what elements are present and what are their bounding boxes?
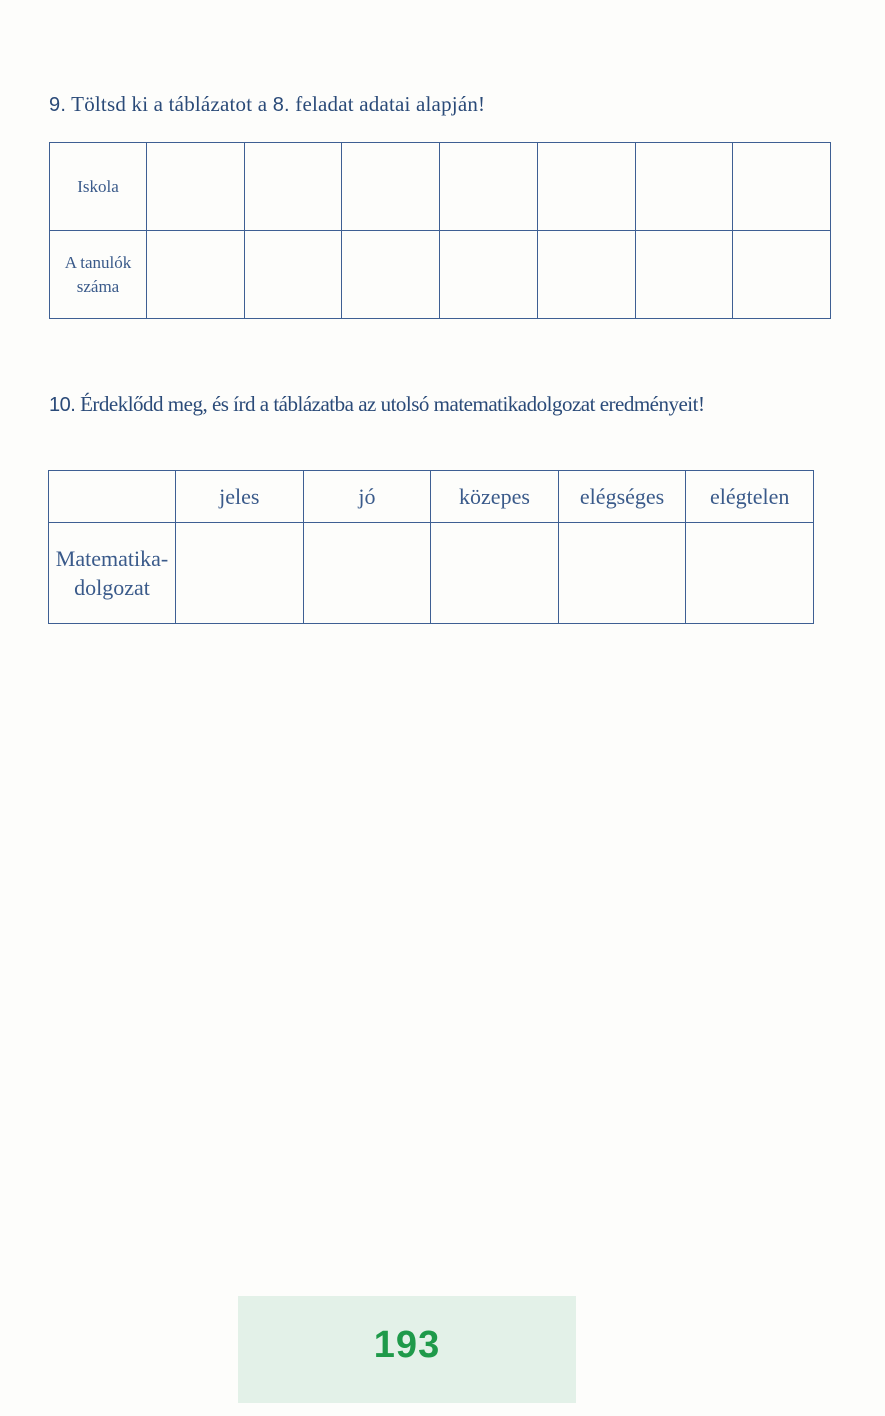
blank-cell[interactable]	[147, 231, 245, 319]
question-10-text: Érdeklődd meg, és írd a táblázatba az utolsó matematikadolgozat eredményeit!	[80, 392, 705, 416]
header-grade-4: jó	[303, 471, 431, 523]
blank-cell[interactable]	[342, 231, 440, 319]
question-9-ref-number: 8.	[272, 94, 290, 116]
question-9-title	[49, 92, 485, 117]
math-test-results-table	[48, 470, 814, 624]
question-9-text-after: feladat adatai alapján!	[295, 92, 486, 116]
blank-cell[interactable]	[440, 231, 538, 319]
blank-cell[interactable]	[244, 143, 342, 231]
blank-cell[interactable]	[147, 143, 245, 231]
header-grade-3: közepes	[431, 471, 559, 523]
school-students-table	[49, 142, 831, 319]
blank-cell[interactable]	[558, 523, 686, 624]
question-9-number: 9.	[49, 94, 67, 116]
blank-cell[interactable]	[686, 523, 814, 624]
table-row	[50, 231, 831, 319]
header-grade-5: jeles	[176, 471, 304, 523]
blank-cell[interactable]	[537, 143, 635, 231]
header-grade-2: elégséges	[558, 471, 686, 523]
blank-cell[interactable]	[635, 143, 733, 231]
row-label-math-test: Matematika-dolgozat	[49, 523, 176, 624]
blank-cell[interactable]	[635, 231, 733, 319]
page-number: 193	[373, 1324, 441, 1366]
blank-cell[interactable]	[440, 143, 538, 231]
table-row	[50, 143, 831, 231]
row-label-school: Iskola	[50, 143, 147, 231]
blank-cell[interactable]	[431, 523, 559, 624]
blank-cell[interactable]	[537, 231, 635, 319]
header-grade-1: elégtelen	[686, 471, 814, 523]
question-10-title	[49, 392, 704, 417]
blank-cell[interactable]	[244, 231, 342, 319]
question-9-text: Töltsd ki a táblázatot a	[71, 92, 268, 116]
blank-corner-cell	[49, 471, 176, 523]
table-header-row	[49, 471, 814, 523]
blank-cell[interactable]	[733, 231, 831, 319]
row-label-student-count: A tanulók száma	[50, 231, 147, 319]
page-number-box	[238, 1296, 576, 1403]
blank-cell[interactable]	[176, 523, 304, 624]
table-row	[49, 523, 814, 624]
question-10-number: 10.	[49, 394, 76, 416]
blank-cell[interactable]	[733, 143, 831, 231]
blank-cell[interactable]	[303, 523, 431, 624]
blank-cell[interactable]	[342, 143, 440, 231]
